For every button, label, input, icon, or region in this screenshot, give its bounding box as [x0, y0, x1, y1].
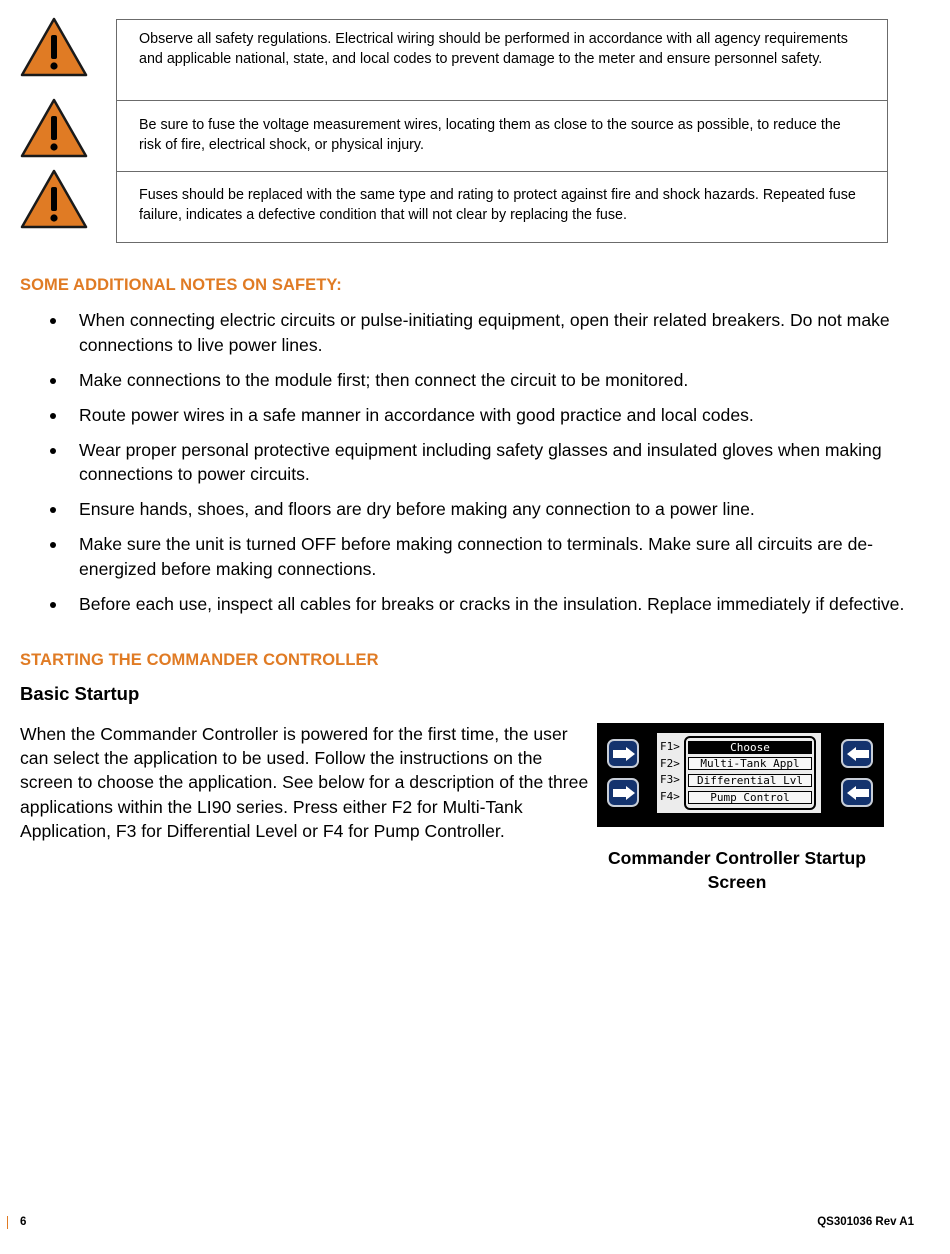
list-item: Make connections to the module first; then connect the circuit to be monitored.: [0, 368, 950, 393]
basic-startup-heading: Basic Startup: [20, 683, 140, 704]
arrow-right-icon: [613, 747, 635, 761]
right-bottom-button: [841, 778, 873, 807]
safety-notes-heading: SOME ADDITIONAL NOTES ON SAFETY:: [20, 276, 342, 294]
warning-triangle-icon: [20, 98, 88, 158]
arrow-left-icon: [847, 747, 869, 761]
list-item: Ensure hands, shoes, and floors are dry before making any connection to a power line.: [0, 497, 950, 522]
list-item: Wear proper personal protective equipment including safety glasses and insulated gloves when making connections to power circuits.: [0, 438, 950, 487]
arrow-left-icon: [847, 786, 869, 800]
lcd-option: Pump Control: [688, 791, 812, 804]
document-id: QS301036 Rev A1: [817, 1216, 914, 1228]
lcd-key-label: F1>: [660, 740, 680, 753]
warning-table: [116, 19, 888, 243]
lcd-key-label: F2>: [660, 757, 680, 770]
warning-text: Observe all safety regulations. Electrical wiring should be performed in accordance with all agency requirements and applicable national, state, and local codes to prevent damage to the meter and ensure personnel safety.: [117, 20, 887, 101]
right-top-button: [841, 739, 873, 768]
lcd-key-label: F4>: [660, 790, 680, 803]
lcd-option: Choose: [688, 741, 812, 754]
lcd-key-label: F3>: [660, 773, 680, 786]
figure-caption: Commander Controller Startup Screen: [607, 848, 867, 892]
left-bottom-button: [607, 778, 639, 807]
list-item: When connecting electric circuits or pulse-initiating equipment, open their related breakers. Do not make connections to live power lines.: [0, 308, 950, 357]
page-number: 6: [20, 1216, 27, 1228]
startup-paragraph: When the Commander Controller is powered for the first time, the user can select the application to be used. Follow the instructions on the screen to choose the application. See below for a description of the three applications within the LI90 series. Press either F2 for Multi-Tank Application, F3 for Differential Level or F4 for Pump Controller.: [20, 724, 589, 841]
warning-text: Be sure to fuse the voltage measurement wires, locating them as close to the source as possible, to reduce the risk of fire, electrical shock, or physical injury.: [117, 101, 887, 172]
startup-heading: STARTING THE COMMANDER CONTROLLER: [20, 651, 379, 669]
list-item: Make sure the unit is turned OFF before making connection to terminals. Make sure all circuits are de-energized before making connections.: [0, 532, 950, 581]
warning-triangle-icon: [20, 169, 88, 229]
footer-divider: [7, 1216, 8, 1229]
list-item: Before each use, inspect all cables for breaks or cracks in the insulation. Replace immediately if defective.: [0, 592, 950, 617]
warning-text: Fuses should be replaced with the same type and rating to protect against fire and shock hazards. Repeated fuse failure, indicates a defective condition that will not clear by replacing the fuse.: [139, 187, 856, 223]
safety-notes-list: [0, 308, 950, 627]
list-item: Route power wires in a safe manner in accordance with good practice and local codes.: [0, 403, 950, 428]
warning-triangle-icon: [20, 17, 88, 77]
lcd-option: Multi-Tank Appl: [688, 757, 812, 770]
lcd-option: Differential Lvl: [688, 774, 812, 787]
arrow-right-icon: [613, 786, 635, 800]
left-top-button: [607, 739, 639, 768]
